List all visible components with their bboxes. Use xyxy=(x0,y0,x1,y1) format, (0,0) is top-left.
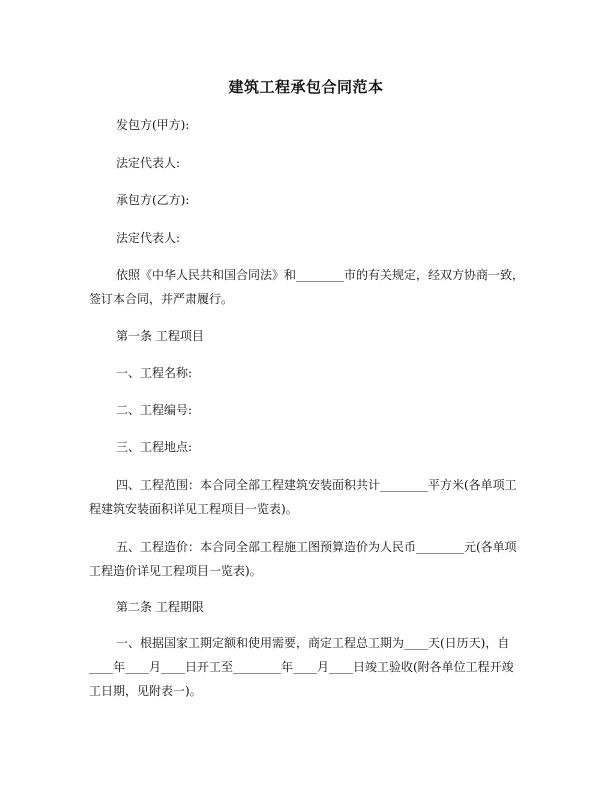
party-b-representative-line: 法定代表人: xyxy=(116,231,181,245)
party-a-representative-line: 法定代表人: xyxy=(116,156,181,170)
scope-paragraph-line-1: 四、工程范围：本合同全部工程建筑安装面积共计________平方米(各单项工 xyxy=(116,478,517,492)
article-1-heading: 第一条 工程项目 xyxy=(116,329,204,343)
article-2-heading: 第二条 工程期限 xyxy=(116,600,204,614)
period-paragraph-line-1: 一、根据国家工期定额和使用需要，商定工程总工期为____天(日历天)，自 xyxy=(116,636,510,650)
party-b-line: 承包方(乙方): xyxy=(116,193,190,207)
basis-paragraph-line-1: 依照《中华人民共和国合同法》和________市的有关规定，经双方协商一致， xyxy=(116,268,525,282)
period-paragraph-line-2: ____年____月____日开工至________年____月____日竣工验收(附各单位工程开竣 xyxy=(89,660,514,674)
cost-paragraph-line-2: 工程造价详见工程项目一览表)。 xyxy=(89,564,262,578)
project-name-line: 一、工程名称: xyxy=(116,366,193,380)
party-a-line: 发包方(甲方): xyxy=(116,118,190,132)
project-number-line: 二、工程编号: xyxy=(116,403,193,417)
cost-paragraph-line-1: 五、工程造价：本合同全部工程施工图预算造价为人民币________元(各单项 xyxy=(116,540,517,554)
period-paragraph-line-3: 工日期，见附表一)。 xyxy=(89,684,202,698)
project-location-line: 三、工程地点: xyxy=(116,440,193,454)
scope-paragraph-line-2: 程建筑安装面积详见工程项目一览表)。 xyxy=(89,502,298,516)
basis-paragraph-line-2: 签订本合同，并严肃履行。 xyxy=(89,292,234,306)
document-title: 建筑工程承包合同范本 xyxy=(228,78,384,96)
